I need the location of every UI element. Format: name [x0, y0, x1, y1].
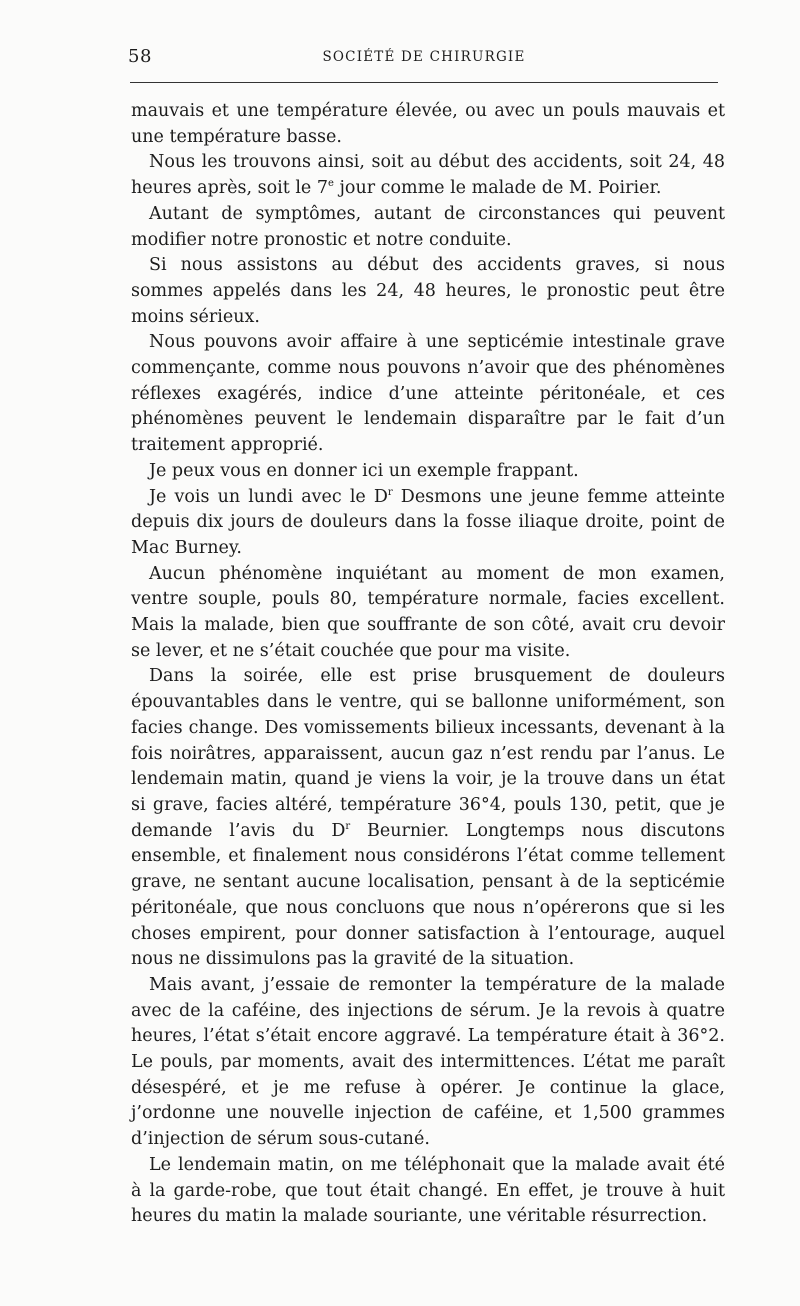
- paragraph: Nous pouvons avoir affaire à une septicémie intestinale grave commençante, comme nous pouvons n’avoir que des phénomènes réflexes exagérés, indice d’une atteinte péritonéale, et ces phénomènes peuvent le lendemain disparaître par le fait d’un traitement approprié.: [131, 332, 725, 456]
- running-head: SOCIÉTÉ DE CHIRURGIE: [322, 49, 526, 65]
- paragraph: Le lendemain matin, on me téléphonait que la malade avait été à la garde-robe, que tout était changé. En effet, je trouve à huit heures du matin la malade souriante, une véritable résurrection.: [131, 1154, 725, 1227]
- paragraph-text: jour comme le malade de M. Poirier.: [333, 178, 662, 199]
- paragraph: Autant de symptômes, autant de circonstances qui peuvent modifier notre pronostic et notre conduite.: [131, 203, 725, 250]
- paragraph: mauvais et une température élevée, ou avec un pouls mauvais et une température basse.: [131, 101, 725, 147]
- body-text: [131, 99, 725, 1230]
- paragraph: [131, 150, 725, 201]
- paragraph: Si nous assistons au début des accidents graves, si nous sommes appelés dans les 24, 48 heures, le pronostic peut être moins sérieux.: [131, 255, 725, 327]
- superscript: r: [345, 820, 351, 832]
- paragraph: Mais avant, j’essaie de remonter la température de la malade avec de la caféine, des injections de sérum. Je la revois à quatre heures, l’état s’était encore aggravé. La température était à 36°2. Le pouls, par moments, avait des intermittences. L’état me paraît désespéré, et je me refuse à opérer. Je continue la glace, j’ordonne une nouvelle injection de caféine, et 1,500 grammes d’injection de sérum sous-cutané.: [131, 974, 725, 1150]
- superscript: e: [328, 178, 334, 190]
- page-number: 58: [128, 46, 152, 67]
- paragraph-text: Dans la soirée, elle est prise brusquement de douleurs épouvantables dans le ventre, qui se ballonne uniformément, son facies change. Des vomissements bilieux incessants, devenant à la fois noirâtres, apparaissent, aucun gaz n’est rendu par l’anus. Le lendemain matin, quand je viens la voir, je la trouve dans un état si grave, facies altéré, température 36°4, pouls 130, petit, que je demande l’avis du D: [131, 666, 725, 841]
- paragraph-text: Desmons une jeune femme atteinte depuis dix jours de douleurs dans la fosse iliaque droite, point de Mac Burney.: [131, 486, 725, 558]
- paragraph-text: Nous les trouvons ainsi, soit au début des accidents, soit 24, 48 heures après, soit le 7: [131, 152, 725, 199]
- superscript: r: [387, 486, 393, 498]
- page-header: [128, 46, 720, 72]
- paragraph-text: Beurnier. Longtemps nous discutons ensemble, et finalement nous considérons l’état comme tellement grave, ne sentant aucune localisation, pensant à de la septicémie péritonéale, que nous concluons que nous n’opérerons que si les choses empirent, pour donner satisfaction à l’entourage, auquel nous ne dissimulons pas la gravité de la situation.: [131, 820, 725, 970]
- paragraph: Je peux vous en donner ici un exemple frappant.: [149, 460, 579, 481]
- paragraph-text: Je vois un lundi avec le D: [149, 486, 388, 507]
- paragraph: Aucun phénomène inquiétant au moment de mon examen, ventre souple, pouls 80, température normale, facies excellent. Mais la malade, bien que souffrante de son côté, avait cru devoir se lever, et ne s’était couchée que pour ma visite.: [131, 563, 725, 661]
- header-rule: [130, 82, 718, 83]
- paragraph: [131, 485, 725, 562]
- paragraph: [131, 664, 725, 972]
